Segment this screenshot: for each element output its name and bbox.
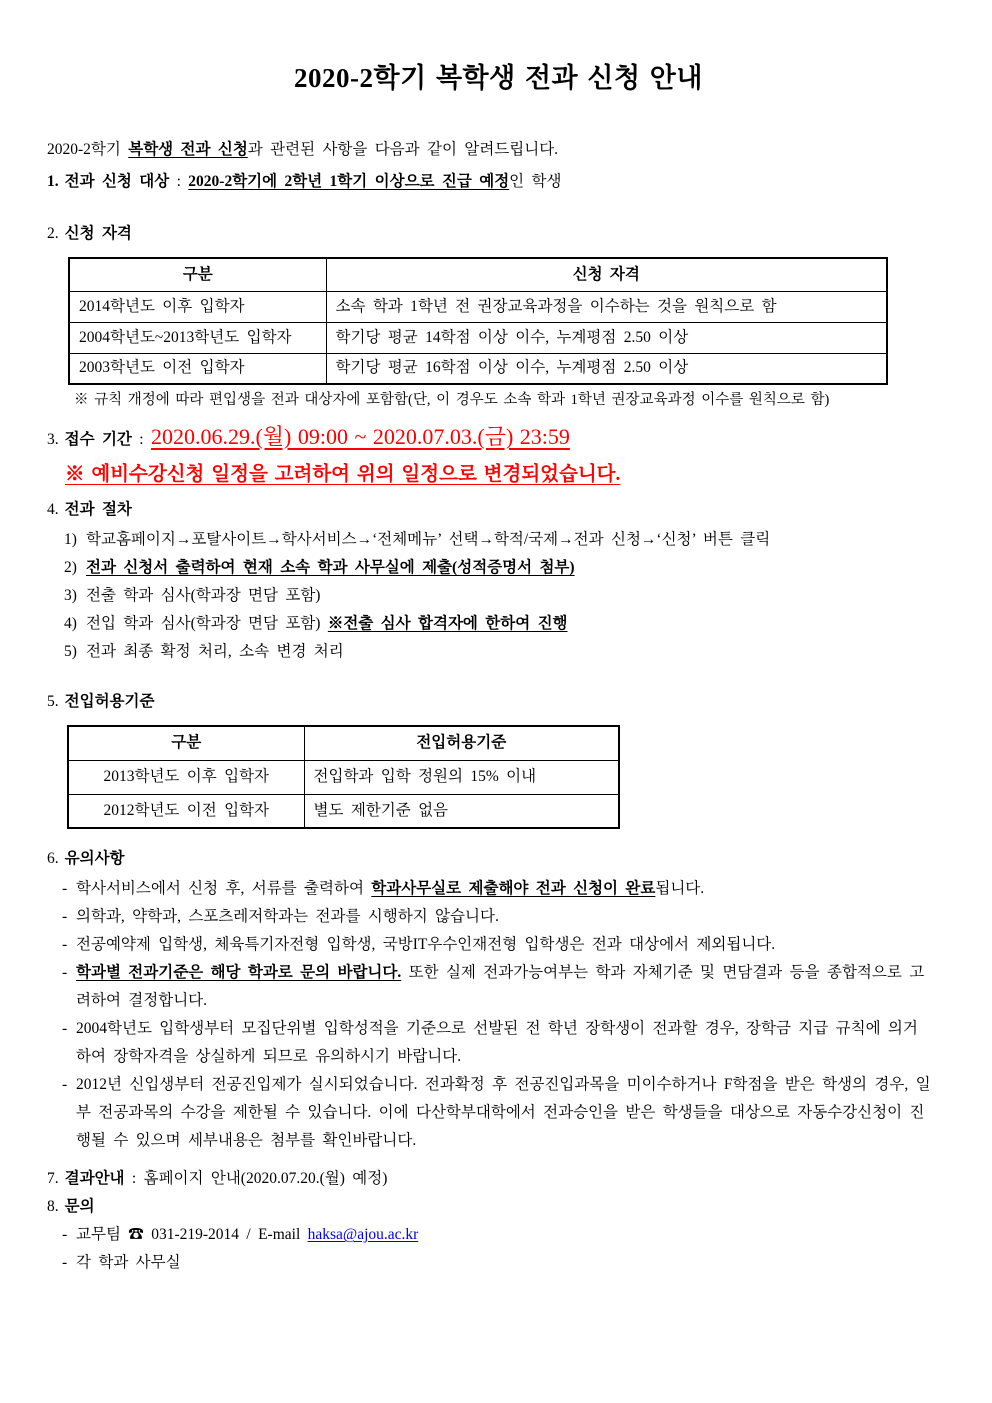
step-text bbox=[86, 526, 950, 554]
section-8-number: 8. bbox=[47, 1198, 59, 1215]
bullet-text bbox=[76, 931, 932, 959]
section-3-number: 3. bbox=[47, 431, 59, 448]
section-3-heading: 접수 기간 bbox=[64, 431, 132, 448]
category-cell: 2003학년도 이전 입학자 bbox=[69, 353, 326, 384]
category-cell: 2004학년도~2013학년도 입학자 bbox=[69, 322, 326, 353]
criteria-cell: 소속 학과 1학년 전 권장교육과정을 이수하는 것을 원칙으로 함 bbox=[326, 291, 887, 322]
notice-bullet bbox=[62, 1071, 950, 1155]
section-4-heading-line bbox=[47, 496, 950, 524]
eligibility-table bbox=[68, 257, 888, 385]
category-cell: 2013학년도 이후 입학자 bbox=[68, 760, 304, 794]
application-period: 2020.06.29.(월) 09:00 ~ 2020.07.03.(금) 23:59 bbox=[150, 424, 570, 449]
bullet-text bbox=[76, 1071, 932, 1155]
step-plain-text: 전출 학과 심사(학과장 면담 포함) bbox=[86, 587, 321, 604]
section-1-suffix: 인 학생 bbox=[509, 173, 562, 190]
section-8-heading: 문의 bbox=[64, 1198, 95, 1215]
result-info-line bbox=[47, 1165, 950, 1193]
contact-phone: 031-219-2014 / E-mail bbox=[143, 1226, 308, 1243]
section-2-heading: 신청 자격 bbox=[64, 225, 132, 242]
section-1-separator: : bbox=[169, 173, 189, 190]
step-text bbox=[86, 554, 950, 582]
bullet-text bbox=[76, 903, 932, 931]
intro-emphasis: 복학생 전과 신청 bbox=[128, 141, 248, 158]
section-5-heading-line bbox=[47, 688, 950, 716]
notice-bullets bbox=[62, 875, 950, 1155]
contact-line bbox=[62, 1249, 950, 1277]
bullet-dash: - bbox=[62, 1254, 68, 1271]
step-plain-text: 전입 학과 심사(학과장 면담 포함) bbox=[86, 615, 328, 632]
criteria-cell: 학기당 평균 14학점 이상 이수, 누계평점 2.50 이상 bbox=[326, 322, 887, 353]
section-1-number: 1. bbox=[47, 173, 59, 190]
notice-bullet bbox=[62, 1015, 950, 1071]
quota-cell: 전입학과 입학 정원의 15% 이내 bbox=[304, 760, 619, 794]
intro-prefix: 2020-2학기 bbox=[47, 141, 129, 158]
bullet-dash: - bbox=[62, 964, 68, 981]
bullet-plain-text: 됩니다. bbox=[655, 880, 705, 897]
transfer-quota-table bbox=[67, 725, 620, 829]
section-1-emphasis: 2020-2학기에 2학년 1학기 이상으로 진급 예정 bbox=[188, 173, 510, 190]
section-3-separator: : bbox=[131, 431, 151, 448]
step-number: 2) bbox=[64, 559, 77, 576]
bullet-dash: - bbox=[62, 1076, 68, 1093]
section-7-number: 7. bbox=[47, 1170, 59, 1187]
step-emphasis-text: ※전출 심사 합격자에 한하여 진행 bbox=[327, 615, 568, 632]
section-5-number: 5. bbox=[47, 693, 59, 710]
quota-cell: 별도 제한기준 없음 bbox=[304, 794, 619, 828]
category-header-cell: 구분 bbox=[69, 258, 326, 291]
procedure-step bbox=[64, 582, 950, 610]
table-row bbox=[69, 291, 887, 322]
intro-suffix: 과 관련된 사항을 다음과 같이 알려드립니다. bbox=[247, 141, 559, 158]
notice-bullet bbox=[62, 931, 950, 959]
bullet-dash: - bbox=[62, 936, 68, 953]
bullet-plain-text: 또한 실제 전과가능여부는 학과 자체기준 및 면담결과 등을 종합적으로 고려하여 결정합니다. bbox=[76, 964, 925, 1009]
section-4-number: 4. bbox=[47, 501, 59, 518]
section-7-separator: : bbox=[124, 1170, 144, 1187]
category-cell: 2012학년도 이전 입학자 bbox=[68, 794, 304, 828]
bullet-text bbox=[76, 959, 932, 1015]
bullet-emphasis-text: 학과별 전과기준은 해당 학과로 문의 바랍니다. bbox=[76, 964, 402, 981]
quota-header-cell: 전입허용기준 bbox=[304, 726, 619, 760]
table-row bbox=[68, 794, 619, 828]
notice-bullet bbox=[62, 959, 950, 1015]
period-change-notice: ※ 예비수강신청 일정을 고려하여 위의 일정으로 변경되었습니다. bbox=[65, 464, 621, 485]
bullet-plain-text: 의학과, 약학과, 스포츠레저학과는 전과를 시행하지 않습니다. bbox=[76, 908, 499, 925]
table-row bbox=[69, 353, 887, 384]
category-cell: 2014학년도 이후 입학자 bbox=[69, 291, 326, 322]
contact-text bbox=[76, 1221, 932, 1249]
contact-text: 각 학과 사무실 bbox=[76, 1254, 181, 1271]
contact-team: 교무팀 bbox=[76, 1226, 129, 1243]
bullet-text bbox=[76, 875, 932, 903]
step-emphasis-text: 전과 신청서 출력하여 현재 소속 학과 사무실에 제출(성적증명서 첨부) bbox=[86, 559, 575, 576]
section-5-heading: 전입허용기준 bbox=[64, 693, 155, 710]
step-number: 1) bbox=[64, 531, 77, 548]
step-plain-text: 학교홈페이지→포탈사이트→학사서비스→‘전체메뉴’ 선택→학적/국제→전과 신청→‘신청’ 버튼 클릭 bbox=[86, 531, 771, 548]
procedure-step bbox=[64, 526, 950, 554]
bullet-dash: - bbox=[62, 1226, 68, 1243]
email-link[interactable]: haksa@ajou.ac.kr bbox=[307, 1226, 419, 1243]
step-number: 3) bbox=[64, 587, 77, 604]
section-1-target-line bbox=[47, 168, 950, 196]
step-number: 5) bbox=[64, 643, 77, 660]
notice-bullet bbox=[62, 903, 950, 931]
procedure-step bbox=[64, 610, 950, 638]
table-header-row bbox=[68, 726, 619, 760]
contact-line bbox=[62, 1221, 950, 1249]
bullet-dash: - bbox=[62, 880, 68, 897]
bullet-plain-text: 학사서비스에서 신청 후, 서류를 출력하여 bbox=[76, 880, 372, 897]
section-2-heading-line bbox=[47, 220, 950, 248]
step-text bbox=[86, 638, 950, 666]
criteria-cell: 학기당 평균 16학점 이상 이수, 누계평점 2.50 이상 bbox=[326, 353, 887, 384]
section-6-heading: 유의사항 bbox=[64, 850, 125, 867]
bullet-text bbox=[76, 1015, 932, 1071]
section-1-heading: 전과 신청 대상 bbox=[64, 173, 170, 190]
bullet-dash: - bbox=[62, 908, 68, 925]
section-8-heading-line bbox=[47, 1193, 950, 1221]
step-number: 4) bbox=[64, 615, 77, 632]
transfer-rule-note: ※ 규칙 개정에 따라 편입생을 전과 대상자에 포함함(단, 이 경우도 소속 학과 1학년 권장교육과정 이수를 원칙으로 함) bbox=[74, 392, 830, 408]
bullet-emphasis-text: 학과사무실로 제출해야 전과 신청이 완료 bbox=[371, 880, 656, 897]
table-row bbox=[68, 760, 619, 794]
result-info-text: 홈페이지 안내(2020.07.20.(월) 예정) bbox=[143, 1170, 388, 1187]
phone-icon: ☎ bbox=[128, 1226, 144, 1243]
intro-paragraph bbox=[47, 136, 950, 164]
section-7-heading: 결과안내 bbox=[64, 1170, 125, 1187]
section-4-heading: 전과 절차 bbox=[64, 501, 132, 518]
procedure-step bbox=[64, 554, 950, 582]
section-3-period-line bbox=[47, 420, 950, 457]
bullet-plain-text: 2012년 신입생부터 전공진입제가 실시되었습니다. 전과확정 후 전공진입과목을 미이수하거나 F학점을 받은 학생의 경우, 일부 전공과목의 수강을 제한될 수 있습니다. 이에 다산학부대학에서 전과승인을 받은 학생들을 대상으로 자동수강신청이 진행될 수 있으며 세부내용은 첨부를 확인바랍니다. bbox=[76, 1076, 931, 1149]
procedure-steps bbox=[64, 526, 950, 666]
contact-list bbox=[62, 1221, 950, 1277]
table-row bbox=[69, 322, 887, 353]
notice-bullet bbox=[62, 875, 950, 903]
page-title: 2020-2학기 복학생 전과 신청 안내 bbox=[294, 63, 703, 93]
bullet-plain-text: 2004학년도 입학생부터 모집단위별 입학성적을 기준으로 선발된 전 학년 장학생이 전과할 경우, 장학금 지급 규칙에 의거하여 장학자격을 상실하게 되므로 유의하시기 바랍니다. bbox=[76, 1020, 918, 1065]
section-6-number: 6. bbox=[47, 850, 59, 867]
category-header-cell: 구분 bbox=[68, 726, 304, 760]
step-plain-text: 전과 최종 확정 처리, 소속 변경 처리 bbox=[86, 643, 344, 660]
step-text bbox=[86, 582, 950, 610]
section-6-heading-line bbox=[47, 845, 950, 873]
criteria-header-cell: 신청 자격 bbox=[326, 258, 887, 291]
section-2-number: 2. bbox=[47, 225, 59, 242]
procedure-step bbox=[64, 638, 950, 666]
table-header-row bbox=[69, 258, 887, 291]
step-text bbox=[86, 610, 950, 638]
bullet-plain-text: 전공예약제 입학생, 체육특기자전형 입학생, 국방IT우수인재전형 입학생은 전과 대상에서 제외됩니다. bbox=[76, 936, 776, 953]
bullet-dash: - bbox=[62, 1020, 68, 1037]
